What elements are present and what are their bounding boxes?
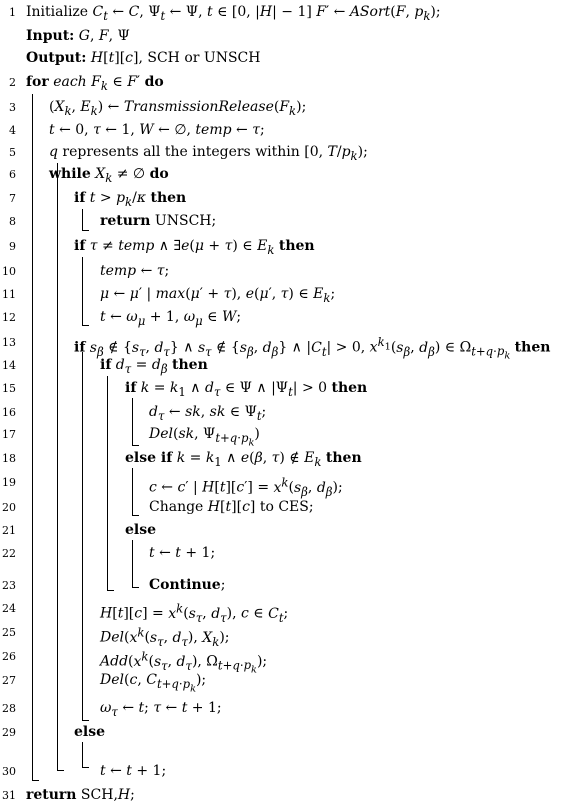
line-number: 22 bbox=[2, 547, 16, 560]
line-text: Input: G, F, Ψ bbox=[26, 28, 130, 44]
block-guide-line bbox=[132, 468, 139, 516]
block-guide-line bbox=[132, 540, 139, 588]
line-text: Del(sk, $\Psi_{t+q\cdot p_k}$) bbox=[149, 426, 260, 449]
line-text: Initialize $C_t$ ← C, $\Psi_t$ ← Ψ, t ∈ [0, |H| − 1] F′ ← ASort(F, $p_k$); bbox=[26, 4, 441, 23]
line-number: 25 bbox=[2, 626, 16, 639]
line-number: 14 bbox=[2, 359, 16, 372]
line-text: else bbox=[74, 724, 106, 740]
line-number: 9 bbox=[9, 240, 16, 253]
line-text: $d_\tau$ ← sk, sk ∈ $\Psi_t$; bbox=[149, 404, 267, 423]
line-text: Output: H[t][c], SCH or UNSCH bbox=[26, 50, 261, 66]
line-number: 21 bbox=[2, 524, 16, 537]
line-text: for each $F_k$ ∈ F′ do bbox=[26, 74, 164, 93]
line-number: 7 bbox=[9, 192, 16, 205]
line-number: 1 bbox=[9, 6, 16, 19]
line-text: $Add(x^k(s_\tau$, $d_\tau$), $\Omega_{t+q\cdot p_k}$); bbox=[100, 649, 268, 676]
line-text: $\omega_\tau$ ← t; τ ← t + 1; bbox=[100, 700, 222, 719]
line-number: 12 bbox=[2, 311, 16, 324]
line-number: 27 bbox=[2, 674, 16, 687]
block-guide-line bbox=[82, 209, 89, 231]
line-text: else bbox=[125, 522, 157, 538]
line-text: while $X_k$ ≠ ∅ do bbox=[49, 166, 169, 185]
line-text: else if $k = k_1$ ∧ e(β, τ) ∉ $E_k$ then bbox=[125, 450, 362, 469]
line-number: 31 bbox=[2, 789, 16, 802]
line-number: 3 bbox=[9, 101, 16, 114]
line-number: 11 bbox=[2, 288, 16, 301]
line-text: t ← 0, τ ← 1, W ← ∅, temp ← τ; bbox=[49, 122, 265, 138]
line-text: t ← t + 1; bbox=[100, 763, 167, 779]
line-text: return SCH,H; bbox=[26, 787, 135, 803]
line-number: 26 bbox=[2, 650, 16, 663]
line-text: t ← t + 1; bbox=[149, 545, 216, 561]
block-guide-line bbox=[57, 163, 64, 771]
line-text: q represents all the integers within [0, $T/p_k$); bbox=[49, 144, 368, 163]
line-number: 30 bbox=[2, 765, 16, 778]
line-text: if $t > p_k/\kappa$ then bbox=[74, 190, 187, 209]
block-guide-line bbox=[107, 376, 114, 591]
line-number: 20 bbox=[2, 501, 16, 514]
line-number: 18 bbox=[2, 452, 16, 465]
line-number: 10 bbox=[2, 265, 16, 278]
line-number: 19 bbox=[2, 476, 16, 489]
line-text: if $d_\tau = d_\beta$ then bbox=[100, 357, 208, 376]
line-text: Del(c, $C_{t+q\cdot p_k}$); bbox=[100, 672, 207, 695]
line-text: if τ ≠ temp ∧ ∃e(μ + τ) ∈ $E_k$ then bbox=[74, 238, 315, 257]
line-number: 23 bbox=[2, 579, 16, 592]
line-text: $H[t][c] = x^k(s_\tau$, $d_\tau$), c ∈ $C_t$; bbox=[100, 601, 289, 625]
line-number: 24 bbox=[2, 602, 16, 615]
line-number: 13 bbox=[2, 336, 16, 349]
line-text: return UNSCH; bbox=[100, 213, 217, 229]
line-text: if $s_\beta$ ∉ {$s_\tau$, $d_\tau$} ∧ $s_\tau$ ∉ {$s_\beta$, $d_\beta$} ∧ $|C_t| > 0$, $x^{k_1}(s_\beta$, $d_\beta$) ∈ $\Omega_{t+q\cdot p_k}$ then bbox=[74, 335, 551, 362]
line-text: ($X_k$, $E_k$) ← $TransmissionRelease(F_k)$; bbox=[49, 99, 307, 118]
line-number: 8 bbox=[9, 215, 16, 228]
line-number: 15 bbox=[2, 382, 16, 395]
line-text: t ← $\omega_\mu + 1$, $\omega_\mu$ ∈ W; bbox=[100, 309, 242, 328]
line-number: 28 bbox=[2, 702, 16, 715]
block-guide-line bbox=[82, 257, 89, 326]
line-number: 5 bbox=[9, 146, 16, 159]
line-text: if $k = k_1$ ∧ $d_\tau$ ∈ Ψ ∧ $|\Psi_t| > 0$ then bbox=[125, 380, 368, 399]
block-guide-line bbox=[32, 94, 39, 781]
line-number: 16 bbox=[2, 406, 16, 419]
line-number: 17 bbox=[2, 428, 16, 441]
line-number: 29 bbox=[2, 726, 16, 739]
line-text: c ← c′ | $H[t][c'] = x^k(s_\beta$, $d_\beta$); bbox=[149, 475, 343, 499]
line-text: Continue; bbox=[149, 577, 226, 593]
line-number: 6 bbox=[9, 168, 16, 181]
line-text: temp ← τ; bbox=[100, 263, 170, 279]
block-guide-line bbox=[82, 352, 89, 721]
line-text: Change H[t][c] to CES; bbox=[149, 499, 314, 515]
line-number: 2 bbox=[9, 76, 16, 89]
line-text: μ ← μ′ | max(μ′ + τ), e(μ′, τ) ∈ $E_k$; bbox=[100, 286, 336, 305]
block-guide-line bbox=[132, 398, 139, 446]
block-guide-line bbox=[82, 742, 89, 768]
line-number: 4 bbox=[9, 124, 16, 137]
line-text: $Del(x^k(s_\tau$, $d_\tau$), $X_k$); bbox=[100, 625, 230, 649]
